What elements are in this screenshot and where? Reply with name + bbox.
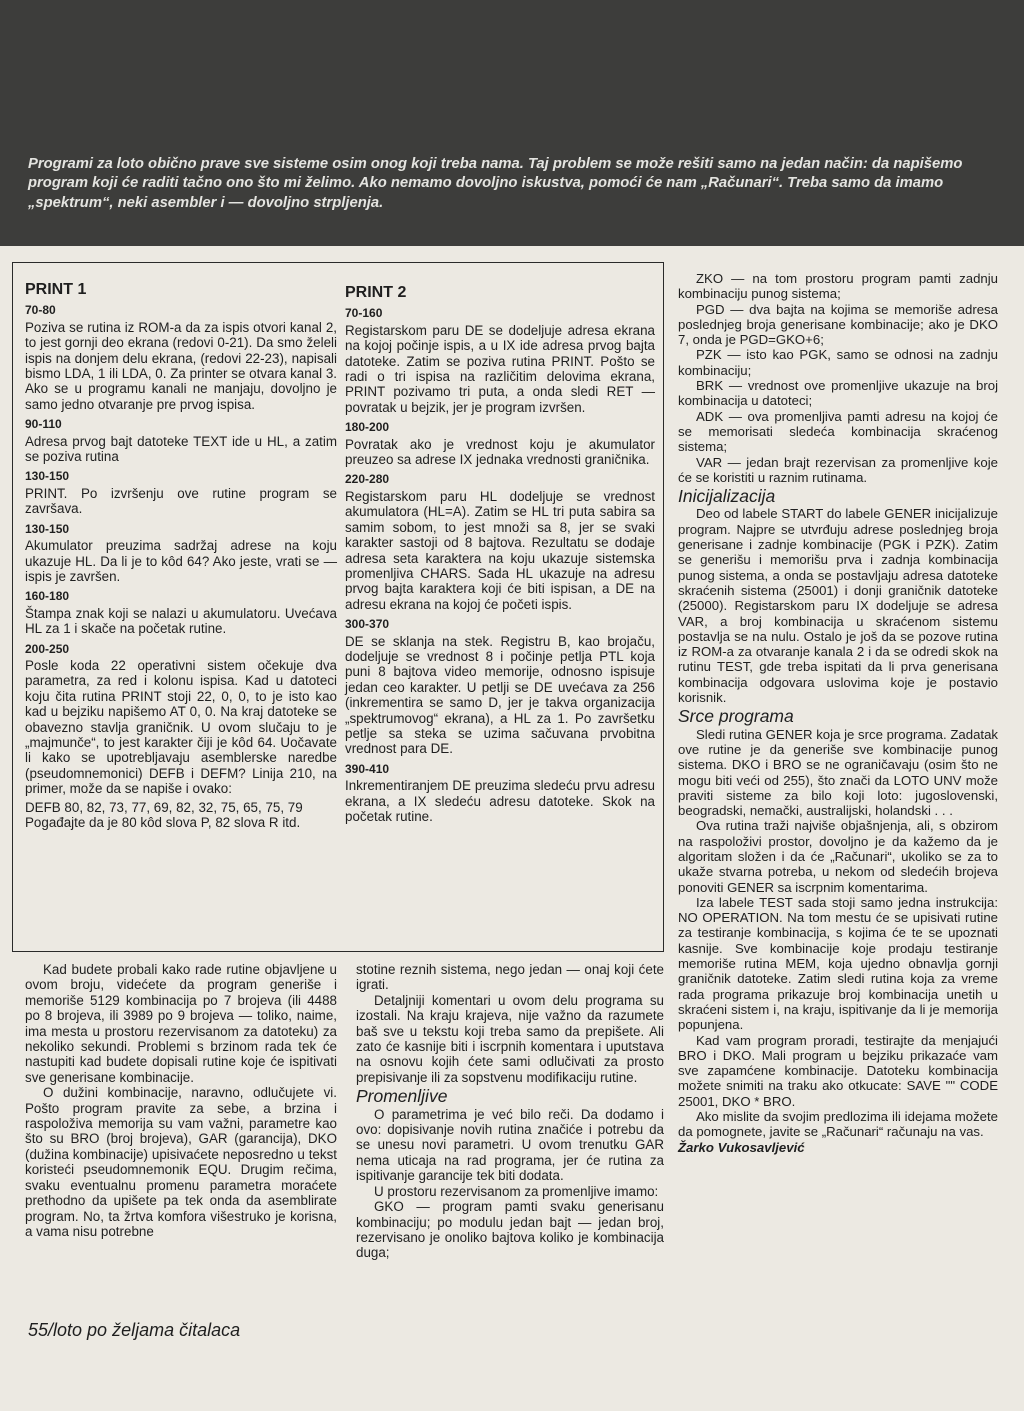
print1-title: PRINT 1 bbox=[25, 281, 87, 298]
tail-text: Pogađajte da je 80 kôd slova P, 82 slova R itd. bbox=[25, 815, 301, 830]
block-label: 390-410 bbox=[345, 761, 390, 776]
print1-column bbox=[25, 282, 337, 830]
block-label: 130-150 bbox=[25, 469, 70, 484]
block-label: 130-150 bbox=[25, 521, 70, 536]
definition: PGD — dva bajta na kojima se memoriše adresa poslednjeg broja generisane kombinacije; ako je DKO 7, onda je PGD=GKO+6; bbox=[678, 301, 998, 348]
block-text: Poziva se rutina iz ROM-a da za ispis otvori kanal 2, to jest gornji deo ekrana (redovi 0-21). Da smo želeli ispis na donjem delu ekrana, (redovi 22-23), napisali bismo LDA, 1 ili LDA, 0. Za printer se otvara kanal 3. Ako se u programu kanali ne manjaju, dovoljno je samo jedno otvaranje pre prvog ispisa. bbox=[25, 319, 337, 412]
paragraph: Deo od labele START do labele GENER inicijalizuje program. Najpre se utvrđuju adrese poslednjeg broja generisane i zadnje kombinacije (PGK i PZK). Zatim se generišu i memorišu prva i zadnja kombinacija punog sistema, a onda se postavljaju adresa datoteke skraćenih sistema (25001) i donji graničnik datoteke (25000). Registarskom paru IX dodeljuje se adresa VAR, a broj kombinacija u skraćenom sistemu postavlja se na nulu. Ostalo je još da se pozove rutina iz ROM-a za otvaranje kanala 2 i da se odredi skok na rutinu TEST, gde treba ispitati da li prva generisana kombinacija odgovara uslovima koje je postavio korisnik. bbox=[678, 506, 998, 706]
block-text: Štampa znak koji se nalazi u akumulatoru. Uvećava HL za 1 i skače na početak rutine. bbox=[25, 605, 337, 637]
right-column bbox=[678, 271, 998, 1155]
definition: ZKO — na tom prostoru program pamti zadnju kombinaciju punog sistema; bbox=[678, 271, 998, 302]
paragraph: O parametrima je već bilo reči. Da dodamo i ovo: dopisivanje novih rutina značiće i potrebu da se unesu novi parametri. U ovom trenutku GAR nema uticaja na rad programa, jer će rutina za ispitivanje garancije tek biti dodata. bbox=[356, 1106, 664, 1184]
section-heading: Srce programa bbox=[678, 706, 794, 727]
section-heading: Promenljive bbox=[356, 1086, 448, 1107]
block-label: 90-110 bbox=[25, 417, 62, 432]
header-band bbox=[0, 0, 1024, 246]
paragraph: Ako mislite da svojim predlozima ili idejama možete da pomognete, javite se „Računari“ računaju na vas. bbox=[678, 1109, 998, 1140]
block-text: Akumulator preuzima sadržaj adrese na koju ukazuje HL. Da li je to kôd 64? Ako jeste, vrati se — ispis je završen. bbox=[25, 538, 337, 584]
block-text: Posle koda 22 operativni sistem očekuje dva parametra, za red i kolonu ispisa. Kad u datoteci koju čita rutina PRINT stoji 22, 0, 0, to je isto kao kad u bejziku napišemo AT 0, 0. Na kraj datoteke se obavezno stavlja graničnik. U ovom slučaju to je „majmunče“, to jest karakter čiji je kôd 64. Uočavate li kako se upotrebljavaju asemblerske naredbe (pseudomnemonici) DEFB i DEFM? Linija 210, na primer, može da se napiše i ovako: bbox=[25, 657, 337, 797]
definition: ADK — ova promenljiva pamti adresu na kojoj će se memorisati sledeća kombinacija skraćenog sistema; bbox=[678, 408, 998, 455]
definition: BRK — vrednost ove promenljive ukazuje na broj kombinacija u datoteci; bbox=[678, 378, 998, 409]
block-text: Adresa prvog bajt datoteke TEXT ide u HL, a zatim se poziva rutina bbox=[25, 433, 337, 465]
definition: VAR — jedan brajt rezervisan za promenljive koje će se koristiti u raznim rutinama. bbox=[678, 454, 998, 485]
print2-title: PRINT 2 bbox=[345, 284, 407, 301]
author-signature: Žarko Vukosavljević bbox=[678, 1139, 805, 1155]
paragraph: Sledi rutina GENER koja je srce programa. Zadatak ove rutine je da generiše sve kombinacije punog sistema. DKO i BRO se ne ograničavaju (osim što ne mogu biti veći od 255), što znači da LOTO UNV može praviti sisteme za bilo koji loto: jugoslovenski, beogradski, nemački, australijski, holandski . . . bbox=[678, 726, 998, 819]
bottom-left-column bbox=[25, 962, 337, 1239]
block-label: 70-160 bbox=[345, 306, 383, 321]
paragraph: Ova rutina traži najviše objašnjenja, ali, s obzirom na raspoloživi prostor, dovoljno je da kažemo da je algoritam složen i da će „Računari“, ukoliko se za to ukaže stvarna potreba, u nekom od sledećih brojeva ponoviti GENER sa iscrpnim komentarima. bbox=[678, 818, 998, 895]
paragraph: Kad vam program proradi, testirajte da menjajući BRO i DKO. Mali program u bejziku prikazaće vam sve zapamćene kombinacije. Datoteku kombinacija možete snimiti na traku ako otkucate: SAVE "" CODE 25001, DKO * BRO. bbox=[678, 1032, 998, 1109]
paragraph: Kad budete probali kako rade rutine objavljene u ovom broju, videćete da program generiše i memoriše 5129 kombinacija po 7 brojeva (ili 4488 po 8 brojeva, ili 3989 po 9 brojeva — toliko, naime, ima mesta u prostoru rezervisanom za datoteku) za nekoliko sekundi. Problemi s brzinom rada tek će nastupiti kad budete dopisali rutine koje će ispitivati sve generisane kombinacije. bbox=[25, 962, 337, 1085]
block-text: Registarskom paru DE se dodeljuje adresa ekrana na kojoj počinje ispis, a u IX ide adresa prvog bajta datoteke. Zatim se poziva rutina PRINT. Pošto se radi o tri ispisa na različitim delovima ekrana, PRINT pozivamo tri puta, a onda sledi RET — povratak u bejzik, jer je program izvršen. bbox=[345, 322, 655, 415]
definition: PZK — isto kao PGK, samo se odnosi na zadnju kombinaciju; bbox=[678, 347, 998, 378]
paragraph: GKO — program pamti svaku generisanu kombinaciju; po modulu jedan bajt — jedan broj, rezervisano je onoliko bajtova koliko je kombinacija duga; bbox=[356, 1199, 664, 1261]
block-label: 200-250 bbox=[25, 641, 70, 656]
paragraph: Detaljniji komentari u ovom delu programa su izostali. Na kraju krajeva, nije važno da razumete baš sve u tekstu koji treba samo da prepišete. Ali zato će kasnije biti i iscrpnih komentara i uputstava na osnovu kojih ćete sami odlučivati za prosto prepisivanje ili za sopstvenu modifikaciju rutine. bbox=[356, 992, 664, 1085]
print2-column bbox=[345, 285, 655, 824]
intro-text: Programi za loto obično prave sve sisteme osim onog koji treba nama. Taj problem se može rešiti samo na jedan način: da napišemo program koji će raditi tačno ono što mi želimo. Ako nemamo dovoljno iskustva, pomoći će nam „Računari“. Treba samo da imamo „spektrum“, neki asembler i — dovoljno strpljenja. bbox=[28, 155, 963, 211]
paragraph: O dužini kombinacije, naravno, odlučujete vi. Pošto program pravite za sebe, a brzina i raspoloživa memorija su vam važni, parametre kao što su BRO (broj brojeva), GAR (garancija), DKO (dužina kombinacije) upisivaćete neposredno u tekst koristeći pseudomnemonik EQU. Drugim rečima, svaku eventualnu promenu parametra moraćete prethodno da upišete pa tek onda da asemblirate program. No, ta žrtva komfora višestruko je korisna, a vama nisu potrebne bbox=[25, 1085, 337, 1239]
block-label: 220-280 bbox=[345, 472, 390, 487]
block-label: 70-80 bbox=[25, 303, 56, 318]
block-text: Registarskom paru HL dodeljuje se vrednost akumulatora (HL=A). Zatim se HL tri puta sabira sa samim sobom, to jest množi sa 8, jer se svaki karakter sastoji od 8 bajtova. Rezultatu se dodaje adresa seta karaktera na koju ukazuje sistemska promenljiva CHARS. Sada HL ukazuje na adresu prvog bajta karaktera koji će biti ispisan, a DE na adresu ekrana na kojoj će početi ispis. bbox=[345, 488, 655, 612]
block-label: 180-200 bbox=[345, 420, 390, 435]
paragraph: U prostoru rezervisanom za promenljive imamo: bbox=[374, 1183, 659, 1199]
paragraph: stotine reznih sistema, nego jedan — onaj koji ćete igrati. bbox=[356, 962, 664, 993]
block-text: PRINT. Po izvršenju ove rutine program se završava. bbox=[25, 485, 337, 517]
block-label: 300-370 bbox=[345, 617, 390, 632]
block-text: Inkrementiranjem DE preuzima sledeću prvu adresu ekrana, a IX sledeću adresu datoteke. Skok na početak rutine. bbox=[345, 778, 655, 824]
paragraph: Iza labele TEST sada stoji samo jedna instrukcija: NO OPERATION. Na tom mestu će se upisivati rutine za testiranje kombinacija, s kojima će te se upoznati kasnije. Sve kombinacije koje prodaju testiranje memoriše rutina MEM, koja ujedno obnavlja gornji graničnik datoteke. Zatim sledi rutina koja za vreme rada programa prikazuje broj kombinacija unetih u skraćeni sistem i, na kraju, ispitivanje da li je memorija popunjena. bbox=[678, 894, 998, 1033]
bottom-middle-column bbox=[356, 962, 664, 1261]
block-text: DE se sklanja na stek. Registru B, kao brojaču, dodeljuje se vrednost 8 i počinje petlja PTL koja puni 8 bajtova video memorije, odnosno ispisuje jedan ceo karakter. U petlji se DE uvećava za 256 (inkrementira se samo D, jer je takva organizacija „spektrumovog“ ekrana), a HL za 1. Po završetku petlje sa steka se uzima sačuvana prvobitna vrednost para DE. bbox=[345, 633, 655, 757]
page-footer-label: 55/loto po željama čitalaca bbox=[28, 1320, 241, 1340]
block-label: 160-180 bbox=[25, 589, 70, 604]
block-text: Povratak ako je vrednost koju je akumulator preuzeo sa adrese IX jednaka vrednosti graničnika. bbox=[345, 436, 655, 468]
section-heading: Inicijalizacija bbox=[678, 486, 776, 507]
code-line: DEFB 80, 82, 73, 77, 69, 82, 32, 75, 65, 75, 79 bbox=[25, 799, 303, 815]
